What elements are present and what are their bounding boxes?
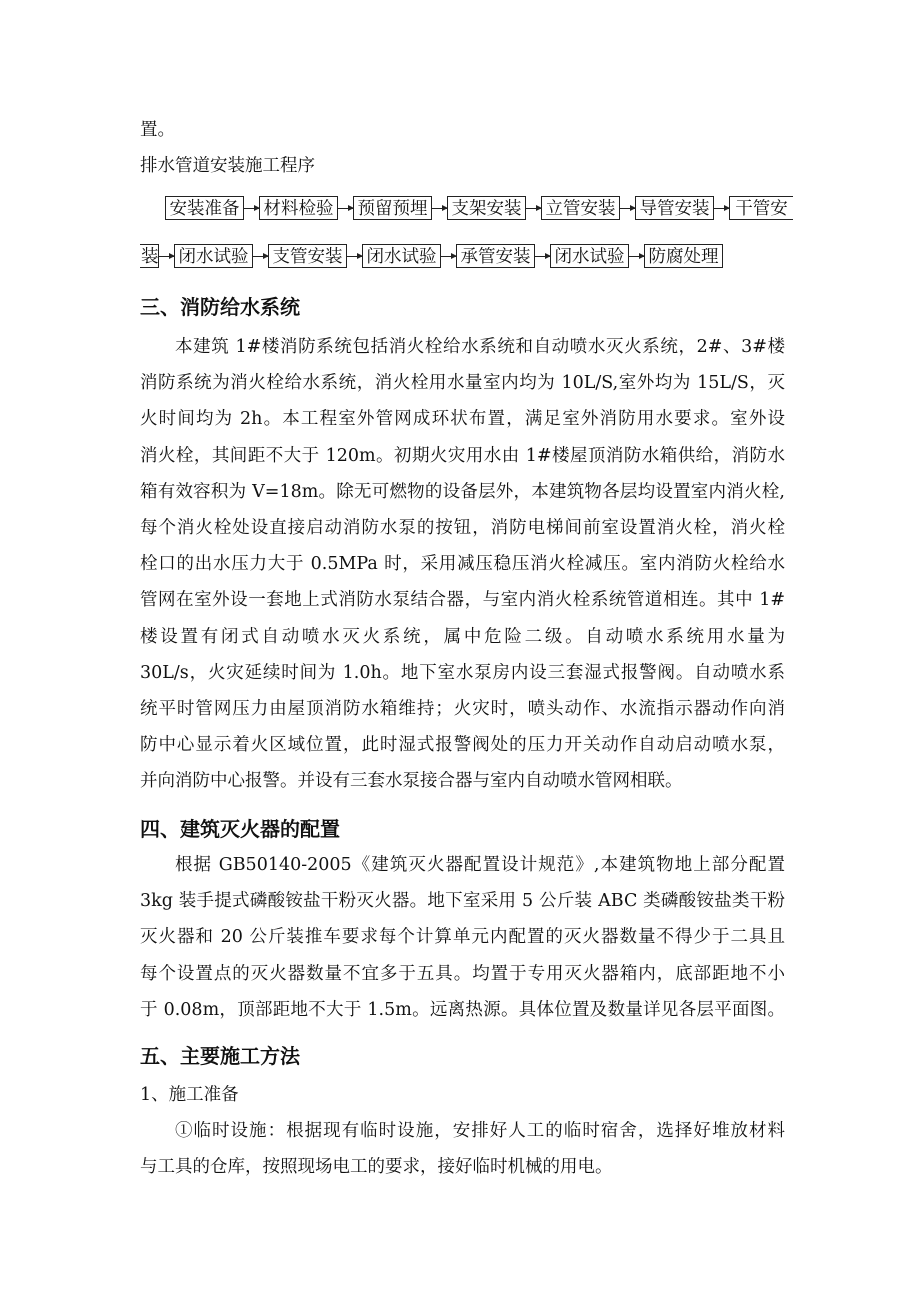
flow-arrow [338,208,353,209]
flow-step: 支管安装 [268,244,347,268]
flow-step: 安装准备 [165,196,244,220]
section-5-heading: 五、主要施工方法 [140,1044,300,1068]
paragraph-line: 灭火器和 20 公斤装推车要求每个计算单元内配置的灭火器数量不得少于二具且 [140,927,785,948]
paragraph-line: 于 0.08m，顶部距地不大于 1.5m。远离热源。具体位置及数量详见各层平面图。 [140,999,785,1020]
paragraph-line: ①临时设施：根据现有临时设施，安排好人工的临时宿舍，选择好堆放材料 [175,1121,785,1141]
flow-step: 装 [140,244,159,268]
paragraph-line: 火时间均为 2h。本工程室外管网成环状布置，满足室外消防用水要求。室外设 [140,409,785,430]
paragraph-line: 楼设置有闭式自动喷水灭火系统，属中危险二级。自动喷水系统用水量为 [140,626,785,647]
section-3-heading: 三、消防给水系统 [140,295,300,319]
flow-arrow [432,208,447,209]
flow-step: 闭水试验 [362,244,441,268]
section-4-paragraph [140,847,785,1028]
section-3-paragraph [140,329,785,799]
paragraph-line: 每个消火栓处设直接启动消防水泵的按钮，消防电梯间前室设置消火栓，消火栓 [140,517,785,538]
paragraph-line: 管网在室外设一套地上式消防水泵结合器，与室内消火栓系统管道相连。其中 1# [140,590,785,611]
drainage-procedure-title: 排水管道安装施工程序 [140,156,315,176]
flow-step: 立管安装 [541,196,620,220]
flow-step: 闭水试验 [174,244,253,268]
flow-arrow [347,256,362,257]
flow-arrow [629,256,644,257]
paragraph-line: 30L/s，火灾延续时间为 1.0h。地下室水泵房内设三套湿式报警阀。自动喷水系 [140,662,785,683]
paragraph-line: 根据 GB50140-2005《建筑灭火器配置设计规范》,本建筑物地上部分配置 [175,855,785,875]
flow-arrow [714,208,729,209]
flow-arrow [526,208,541,209]
flow-step: 材料检验 [259,196,338,220]
flow-arrow [441,256,456,257]
paragraph-line: 防中心显示着火区域位置，此时湿式报警阀处的压力开关动作自动启动喷水泵， [140,735,785,756]
flow-step: 防腐处理 [644,244,723,268]
paragraph-line: 栓口的出水压力大于 0.5MPa 时，采用减压稳压消火栓减压。室内消防火栓给水 [140,554,785,575]
flow-step: 导管安装 [635,196,714,220]
flow-step: 支架安装 [447,196,526,220]
paragraph-line: 本建筑 1#楼消防系统包括消火栓给水系统和自动喷水灭火系统，2#、3#楼 [175,337,785,357]
flow-step: 承管安装 [456,244,535,268]
flow-arrow [535,256,550,257]
flow-arrow [253,256,268,257]
flow-step: 闭水试验 [550,244,629,268]
paragraph-line: 3kg 装手提式磷酸铵盐干粉灭火器。地下室采用 5 公斤装 ABC 类磷酸铵盐类干粉 [140,891,785,912]
paragraph-line: 每个设置点的灭火器数量不宜多于五具。均置于专用灭火器箱内，底部距地不小 [140,963,785,984]
flow-step: 干管安 [729,196,793,220]
paragraph-line: 与工具的仓库，按照现场电工的要求，接好临时机械的用电。 [140,1157,613,1178]
paragraph-line: 并向消防中心报警。并设有三套水泵接合器与室内自动喷水管网相联。 [140,771,683,792]
paragraph-line: 消火栓，其间距不大于 120m。初期火灾用水由 1#楼屋顶消防水箱供给，消防水 [140,445,785,466]
section-5-paragraph [140,1113,785,1185]
flow-arrow [620,208,635,209]
subsection-title: 1、施工准备 [140,1085,239,1105]
flow-arrow [244,208,259,209]
flow-arrow [159,256,174,257]
flow-step: 预留预埋 [353,196,432,220]
paragraph-line: 消防系统为消火栓给水系统，消火栓用水量室内均为 10L/S,室外均为 15L/S，灭 [140,373,785,394]
paragraph-line: 统平时管网压力由屋顶消防水箱维持；火灾时，喷头动作、水流指示器动作向消 [140,698,785,719]
paragraph-line: 箱有效容积为 V=18m。除无可燃物的设备层外，本建筑物各层均设置室内消火栓, [140,481,785,502]
section-4-heading: 四、建筑灭火器的配置 [140,817,340,841]
top-fragment: 置。 [140,120,175,140]
